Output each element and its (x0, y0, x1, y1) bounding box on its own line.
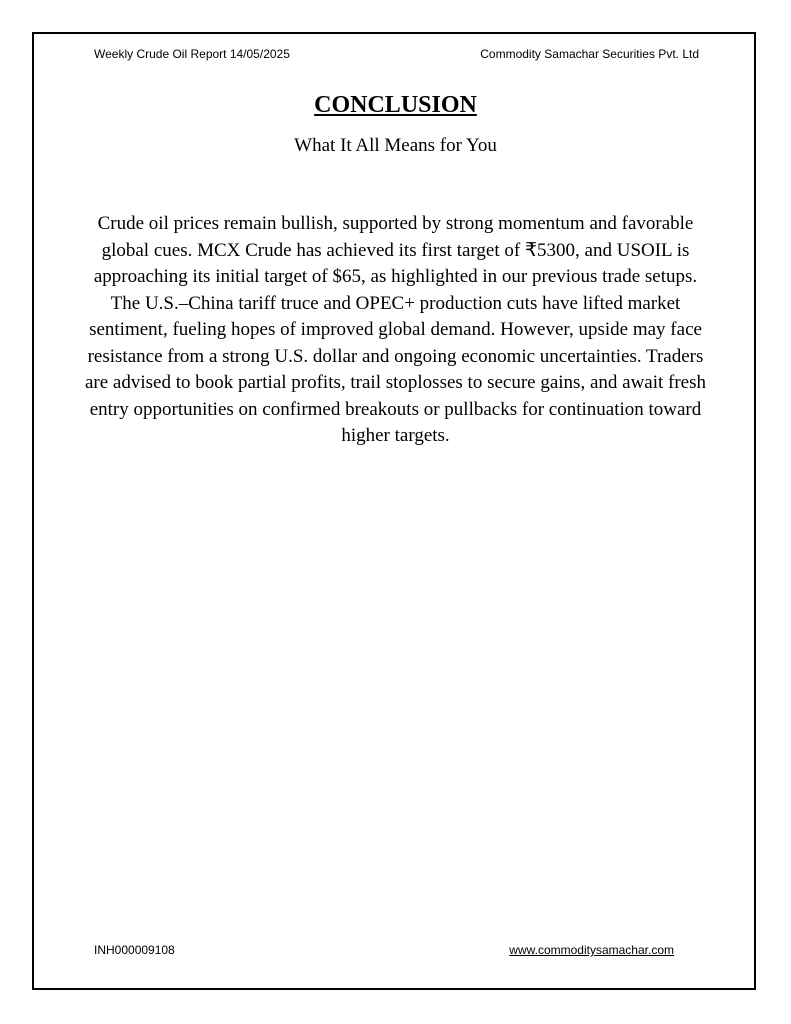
website-link[interactable]: www.commoditysamachar.com (509, 943, 674, 957)
company-name: Commodity Samachar Securities Pvt. Ltd (480, 47, 699, 61)
page-subheading: What It All Means for You (294, 135, 497, 156)
conclusion-paragraph: Crude oil prices remain bullish, supported by strong momentum and favorable global cues. MCX Crude has achieved its first target of ₹5300, and USOIL is approaching its initial target of $65, as highlighted in our previous trade setups. The U.S.–China tariff truce and OPEC+ production cuts have lifted market sentiment, fueling hopes of improved global demand. However, upside may face resistance from a strong U.S. dollar and ongoing economic uncertainties. Traders are advised to book partial profits, trail stoplosses to secure gains, and await fresh entry opportunities on confirmed breakouts or pullbacks for continuation toward higher targets. (84, 213, 707, 446)
report-title: Weekly Crude Oil Report 14/05/2025 (94, 47, 290, 61)
registration-number: INH000009108 (94, 943, 175, 957)
page-border (32, 32, 756, 990)
page-heading: CONCLUSION (314, 92, 477, 118)
